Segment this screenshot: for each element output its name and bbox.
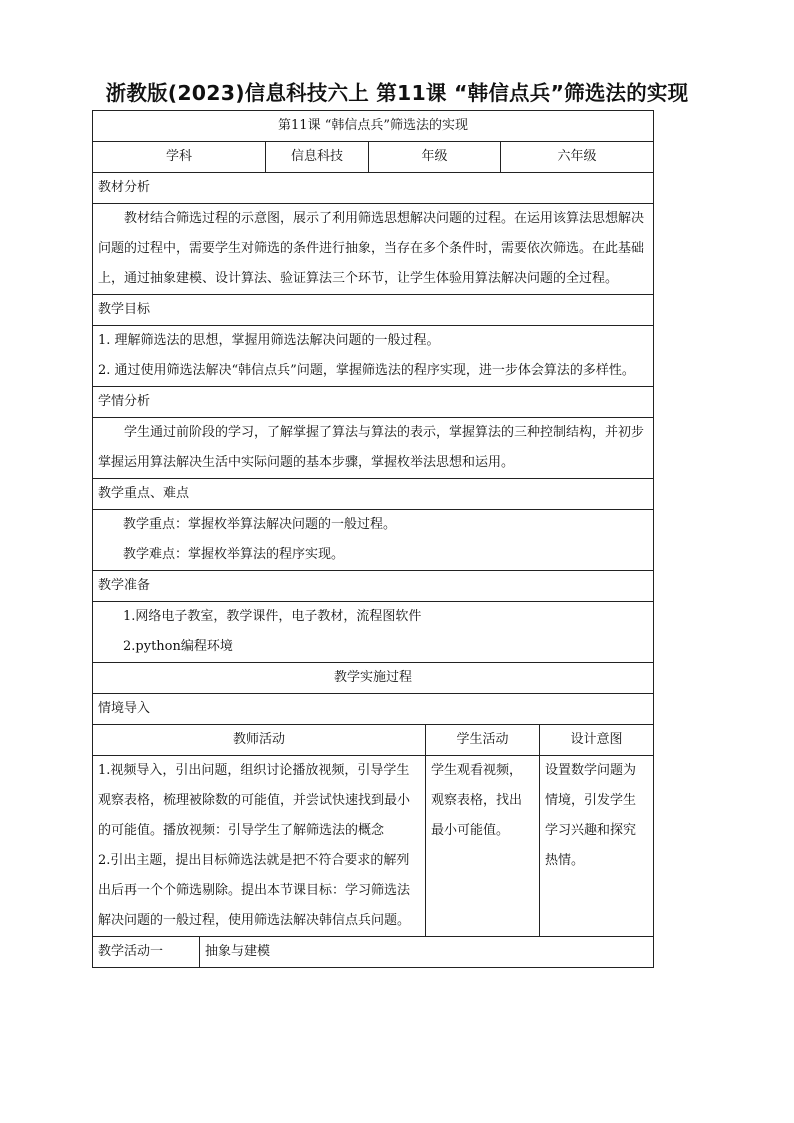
- col-design-intent: 设计意图: [540, 725, 654, 756]
- activity-content-row: [93, 756, 654, 937]
- col-student-activity: 学生活动: [426, 725, 540, 756]
- grade-label: 年级: [369, 142, 501, 173]
- process-section-title: 情境导入: [93, 694, 654, 725]
- subject-grade-row: [93, 142, 654, 173]
- students-heading: 学情分析: [93, 387, 654, 418]
- goals-heading-row: [93, 295, 654, 326]
- students-body-row: [93, 418, 654, 479]
- document-title: 浙教版(2023)信息科技六上 第11课 “韩信点兵”筛选法的实现: [105, 81, 689, 105]
- students-text: 学生通过前阶段的学习，了解掌握了算法与算法的表示，掌握算法的三种控制结构，并初步掌握运用算法解决生活中实际问题的基本步骤，掌握枚举法思想和运用。: [93, 418, 654, 479]
- keypoints-body: [93, 510, 654, 571]
- students-heading-row: [93, 387, 654, 418]
- lesson-plan-table: [92, 110, 654, 968]
- process-section-row: [93, 694, 654, 725]
- difficulty-text: 教学难点：掌握枚举算法的程序实现。: [123, 547, 345, 562]
- grade-value: 六年级: [501, 142, 654, 173]
- prep-item: 2.python编程环境: [123, 639, 233, 654]
- keypoints-heading-row: [93, 479, 654, 510]
- teacher-activity-1: 1.视频导入，引出问题，组织讨论播放视频，引导学生观察表格，梳理被除数的可能值，并尝试快速找到最小的可能值。播放视频：引导学生了解筛选法的概念: [98, 763, 411, 838]
- goals-list: [93, 326, 654, 387]
- col-teacher-activity: 教师活动: [93, 725, 426, 756]
- subject-label: 学科: [93, 142, 266, 173]
- prep-item: 1.网络电子教室，教学课件，电子教材，流程图软件: [123, 609, 422, 624]
- prep-list: [93, 602, 654, 663]
- analysis-heading: 教材分析: [93, 173, 654, 204]
- goal-item: 2. 通过使用筛选法解决“韩信点兵”问题，掌握筛选法的程序实现，进一步体会算法的多样性。: [98, 363, 635, 378]
- design-intent-cell: 设置数学问题为情境，引发学生学习兴趣和探究热情。: [540, 756, 654, 937]
- goal-item: 1. 理解筛选法的思想，掌握用筛选法解决问题的一般过程。: [98, 333, 440, 348]
- process-heading-row: [93, 663, 654, 694]
- caption-row: [93, 111, 654, 142]
- keypoints-heading: 教学重点、难点: [93, 479, 654, 510]
- prep-body-row: [93, 602, 654, 663]
- keypoints-body-row: [93, 510, 654, 571]
- analysis-heading-row: [93, 173, 654, 204]
- teacher-activity-2: 2.引出主题，提出目标筛选法就是把不符合要求的解列出后再一个个筛选剔除。提出本节课目标：学习筛选法解决问题的一般过程，使用筛选法解决韩信点兵问题。: [98, 853, 411, 928]
- activity1-label: 教学活动一: [93, 937, 200, 968]
- goals-heading: 教学目标: [93, 295, 654, 326]
- process-heading: 教学实施过程: [93, 663, 654, 694]
- activity-columns-row: [93, 725, 654, 756]
- activity1-title: 抽象与建模: [200, 937, 654, 968]
- student-activity-cell: 学生观看视频，观察表格，找出最小可能值。: [426, 756, 540, 937]
- subject-value: 信息科技: [266, 142, 369, 173]
- table-caption: 第11课 “韩信点兵”筛选法的实现: [93, 111, 654, 142]
- key-point-text: 教学重点：掌握枚举算法解决问题的一般过程。: [123, 517, 397, 532]
- goals-body-row: [93, 326, 654, 387]
- prep-heading: 教学准备: [93, 571, 654, 602]
- activity1-row: [93, 937, 654, 968]
- teacher-activity-cell: [93, 756, 426, 937]
- analysis-text: 教材结合筛选过程的示意图，展示了利用筛选思想解决问题的过程。在运用该算法思想解决问题的过程中，需要学生对筛选的条件进行抽象，当存在多个条件时，需要依次筛选。在此基础上，通过抽象建模、设计算法、验证算法三个环节，让学生体验用算法解决问题的全过程。: [93, 204, 654, 295]
- analysis-body-row: [93, 204, 654, 295]
- prep-heading-row: [93, 571, 654, 602]
